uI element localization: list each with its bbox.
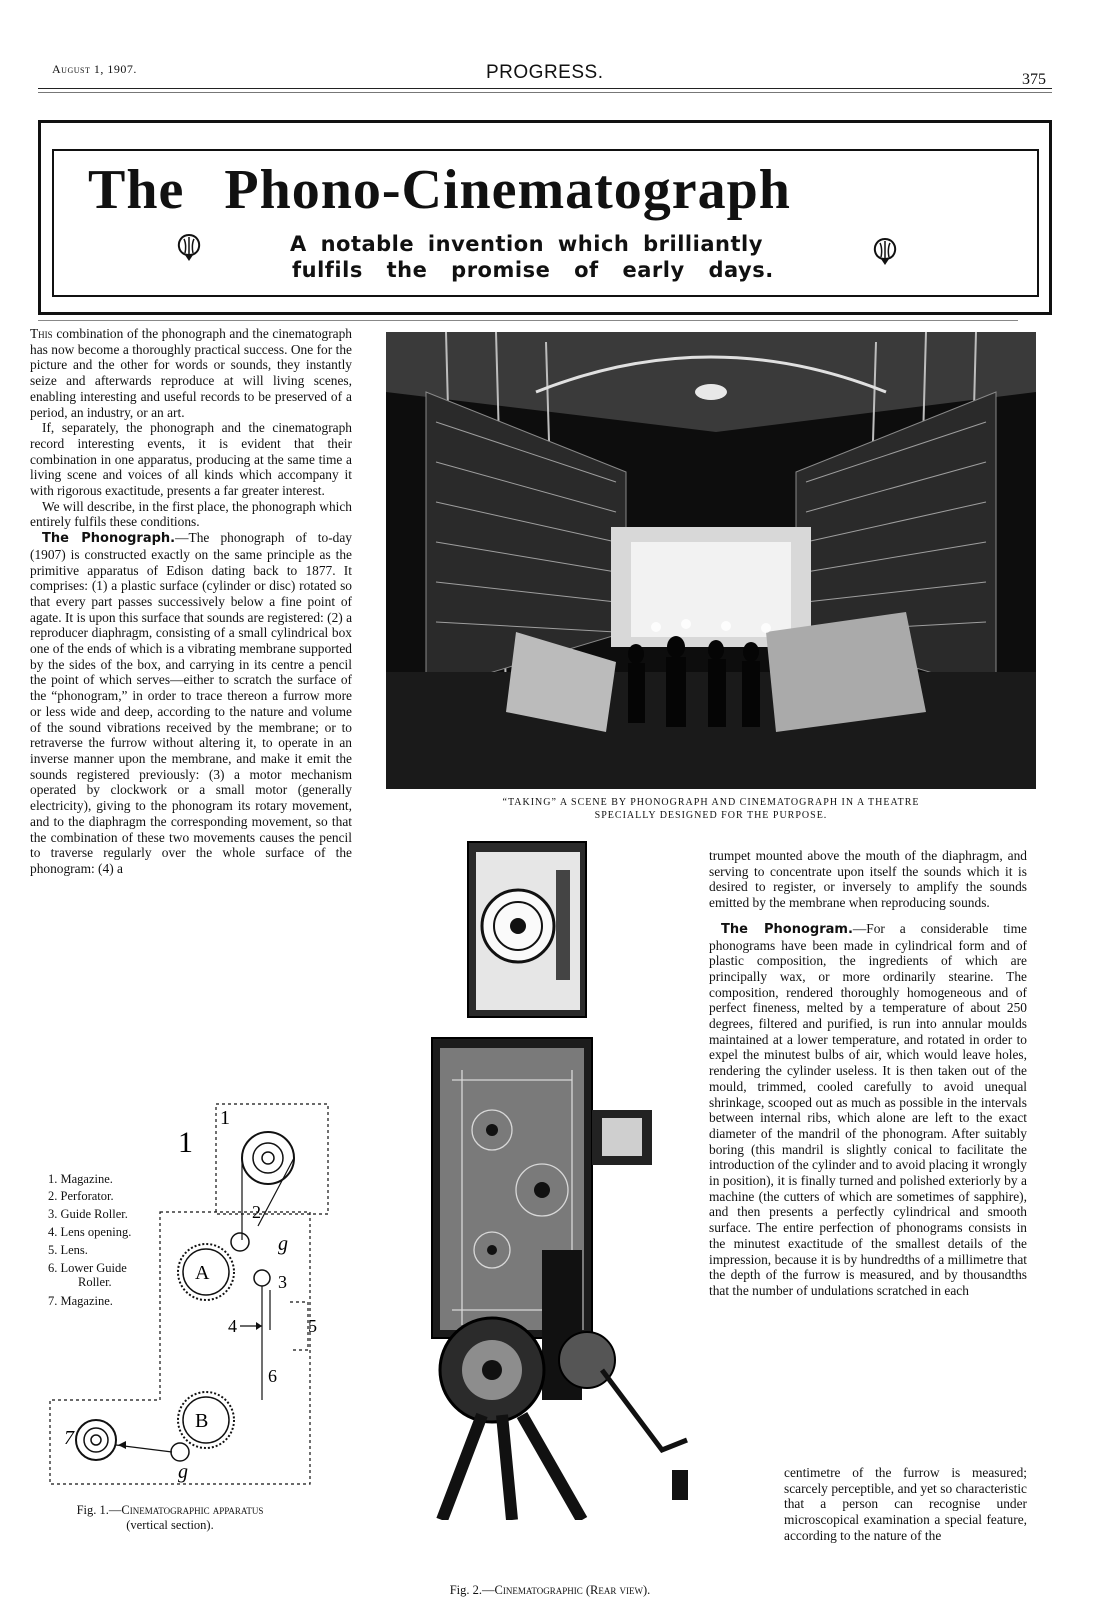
paragraph-text: —The phonograph of to-day (1907) is constructed exactly on the same principle as the primitive apparatus of Edison dating back to 1877. It comprises: (1) a plastic surface (cylinder or disc) rotated so that every part passes successively below a fine point of agate. It is upon this surface that sounds are registered: (2) a reproducer diaphragm, consisting of a small cylindrical box one of the ends of which is a vibrating membrane supported by the sides of the box, and carrying in its centre a pencil the point of which serves—either to scratch the surface of the “phonogram,” in order to trace thereon a furrow more or less wide and deep, according to the nature and volume of the sound vibrations received by the membrane; or to retraverse the furrow without altering it, to operate in an inverse manner upon the membrane, and make it emit the sounds registered previously: (3) a motor mechanism operated by clockwork or a small motor (generally electricity), giving to the phonogram its rotary movement, and to the diaphragm the corresponding movement, so that the combination of these two movements causes the pencil to traverse regularly over the whole surface of the phonogram: (4) a xyxy=(30,530,353,876)
legend-item: 6. Lower Guide xyxy=(48,1261,127,1275)
diagram-label-g-lower: g xyxy=(178,1461,188,1483)
left-column-text xyxy=(30,326,352,877)
paragraph-lead: This xyxy=(30,326,53,341)
section-heading-phonogram: The Phonogram. xyxy=(721,921,853,937)
paragraph: centimetre of the furrow is measured; scarcely perceptible, and yet so characteristic that a person can recognise under microscopical examination a special feature, according to the nature of the xyxy=(784,1465,1027,1543)
paragraph: trumpet mounted above the mouth of the diaphragm, and serving to concentrate upon itself the sounds which it is desired to register, or inversely to amplify the sounds emitted by the membrane when reproducing sounds. xyxy=(709,848,1027,911)
diagram-label-7: 7 xyxy=(64,1427,74,1449)
legend-item: 5. Lens. xyxy=(48,1243,88,1257)
paragraph xyxy=(30,530,352,876)
title-word-phono-cinematograph: Phono-Cinematograph xyxy=(224,159,791,221)
header-rule xyxy=(38,88,1052,89)
paragraph: We will describe, in the first place, the phonograph which entirely fulfils these conditions. xyxy=(30,498,352,530)
figure-1-caption xyxy=(40,1503,300,1518)
paragraph-text: —For a considerable time phonograms have been made in cylindrical form and of plastic composition, the ingredients of which are principally wax, or more ordinarily stearine. The composition, rendered thoroughly homogeneous and of perfect fineness, melted by a temperature of about 250 degrees, filtered and purified, is run into annular moulds maintained at a lower temperature, and rotated in order to expel the minutest bulbs of air, which would leave holes, rendering the cylinder useless. It is then taken out of the mould, trimmed, cooled carefully to avoid unequal shrinkage, scooped out as much as possible in the intervals between internal ribs, which alone are left to the exact diameter of the mandril of the phonogram. After suitably boring (this mandril is slightly conical to facilitate the introduction of the cylinder and to avoid placing it wrongly in position), it is finally turned and polished exteriorly by a machine (the cutters of which are sometimes of sapphire), and then presents a perfectly cylindrical and smooth surface. The entire perfection of phonograms consists in the minutest exactitude of the smallest details of the impression, because it is by hundredths of a millimetre that the depth of the furrow is measured, and by thousandths that the number of undulations scratched in each xyxy=(709,920,1027,1298)
page-number: 375 xyxy=(1022,71,1046,88)
photo-caption-line-2: SPECIALLY DESIGNED FOR THE PURPOSE. xyxy=(594,810,828,821)
fleuron-icon xyxy=(872,237,898,267)
title-underline xyxy=(38,320,1018,321)
subtitle-line-1: A notable invention which brilliantly xyxy=(290,232,763,256)
diagram-label-1: 1 xyxy=(178,1126,193,1159)
legend-item: 2. Perforator. xyxy=(48,1189,114,1203)
paragraph xyxy=(709,921,1027,1299)
fleuron-icon xyxy=(176,233,202,263)
diagram-label-6: 6 xyxy=(268,1366,277,1386)
diagram-label-2: 2 xyxy=(252,1202,261,1222)
figure-2-caption-text: —Cinematographic (Rear view). xyxy=(482,1583,651,1597)
theatre-scene-illustration xyxy=(386,332,1036,789)
paragraph-text: combination of the phonograph and the cinematograph has now become a thoroughly practical success. One for the picture and the other for words or sounds, they instantly seize and afterwards reproduce at will living scenes, enabling interesting and useful records to be preserved of a period, an industry, or an art. xyxy=(30,326,352,420)
figure-2-caption xyxy=(420,1583,680,1598)
subtitle-line-2: fulfils the promise of early days. xyxy=(292,258,774,282)
cinematograph-rear-view-illustration xyxy=(422,830,692,1520)
figure-1-caption-sub: (vertical section). xyxy=(126,1518,214,1532)
paragraph xyxy=(30,326,352,420)
theatre-photograph xyxy=(386,332,1036,789)
legend-item: 1. Magazine. xyxy=(48,1172,113,1186)
diagram-label-4: 4 xyxy=(228,1316,237,1336)
legend-item: 3. Guide Roller. xyxy=(48,1207,128,1221)
figure-2-number: Fig. 2. xyxy=(449,1583,483,1597)
legend-item: 7. Magazine. xyxy=(48,1294,113,1308)
legend-item: Roller. xyxy=(78,1275,112,1289)
photo-caption-line-1: “TAKING” A SCENE BY PHONOGRAPH AND CINEMATOGRAPH IN A THEATRE xyxy=(502,797,920,808)
running-header-journal: PROGRESS. xyxy=(486,62,604,83)
running-header-date: August 1, 1907. xyxy=(52,62,137,76)
title-word-the: The xyxy=(88,159,185,221)
paragraph: If, separately, the phonograph and the cinematograph record interesting events, it is evident that their combination in one apparatus, producing at the same time a living scene and voices of all kinds which accompany it with rigorous exactitude, presents a far greater interest. xyxy=(30,420,352,499)
diagram-label-b: B xyxy=(195,1410,209,1432)
diagram-label-3: 3 xyxy=(278,1272,287,1292)
figure-1-caption-text: —Cinematographic apparatus xyxy=(108,1503,264,1517)
diagram-label-1-small: 1 xyxy=(220,1107,230,1129)
diagram-label-5: 5 xyxy=(308,1316,317,1336)
header-rule-thin xyxy=(38,92,1052,93)
article-title xyxy=(88,158,791,222)
section-heading-phonograph: The Phonograph. xyxy=(42,531,176,547)
right-column-text xyxy=(709,848,1027,1299)
figure-1-number: Fig. 1. xyxy=(76,1503,109,1517)
legend-item: 4. Lens opening. xyxy=(48,1225,132,1239)
diagram-label-a: A xyxy=(195,1262,210,1284)
right-column-narrow-text xyxy=(784,1465,1027,1544)
diagram-label-g-upper: g xyxy=(278,1233,288,1255)
